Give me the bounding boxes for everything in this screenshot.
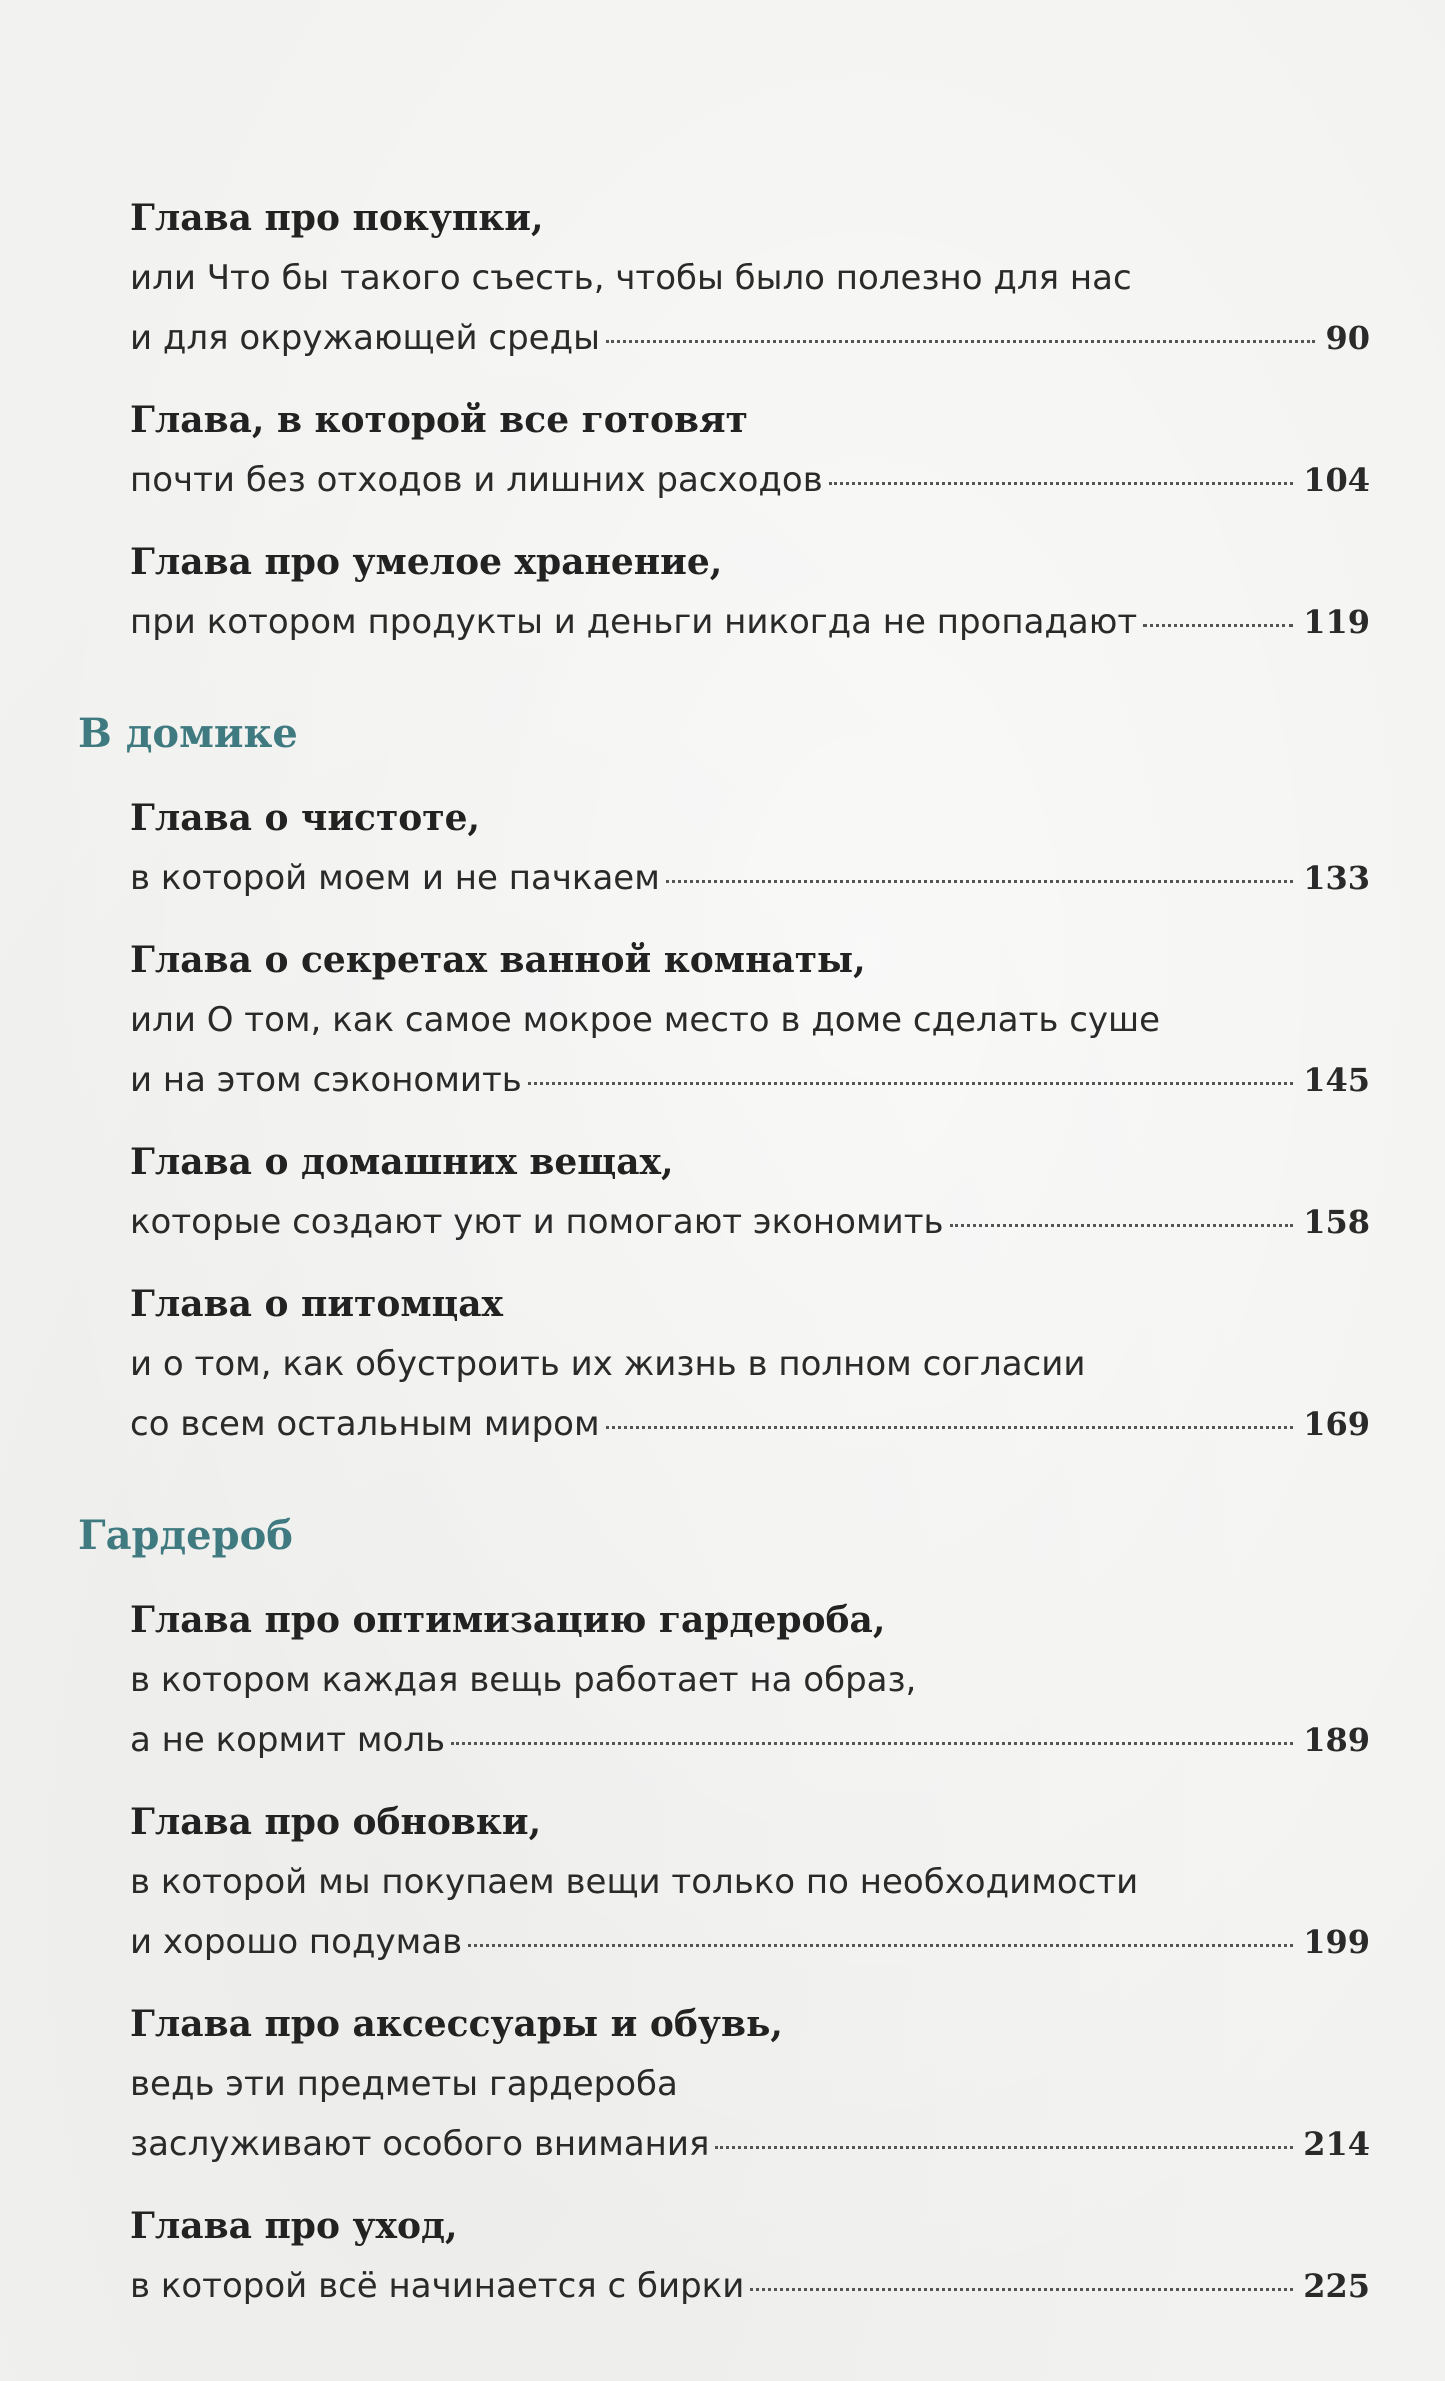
dot-leader [606, 1426, 1294, 1429]
chapter-last-line [130, 1394, 1370, 1454]
chapter-subtitle-line: в котором каждая вещь работает на образ, [130, 1660, 917, 1700]
toc-entry [130, 1132, 1370, 1252]
toc-entry [130, 1994, 1370, 2174]
toc-entry [130, 1792, 1370, 1972]
chapter-title: Глава о секретах ванной комнаты, [130, 939, 866, 981]
dot-leader [468, 1944, 1293, 1947]
chapter-last-line [130, 848, 1370, 908]
toc-entry [130, 2196, 1370, 2316]
chapter-subtitle-line: заслуживают особого внимания [130, 2124, 710, 2164]
chapter-subtitle-line: в которой всё начинается с бирки [130, 2266, 745, 2306]
chapter-subtitle-line: при котором продукты и деньги никогда не пропадают [130, 602, 1138, 642]
chapter-subtitle-line: ведь эти предметы гардероба [130, 2064, 678, 2104]
chapter-subtitle-line: почти без отходов и лишних расходов [130, 460, 823, 500]
dot-leader [750, 2288, 1293, 2291]
chapter-title: Глава про умелое хранение, [130, 541, 723, 583]
toc-group-3 [130, 1590, 1370, 2316]
dot-leader [451, 1742, 1293, 1745]
chapter-last-line [130, 1050, 1370, 1110]
section-heading: Гардероб [78, 1512, 293, 1559]
dot-leader [715, 2146, 1293, 2149]
chapter-subtitle-line: в которой мы покупаем вещи только по необходимости [130, 1862, 1139, 1902]
chapter-last-line [130, 450, 1370, 510]
chapter-last-line [130, 2114, 1370, 2174]
chapter-title: Глава про оптимизацию гардероба, [130, 1599, 886, 1641]
toc-group-2 [130, 788, 1370, 1454]
chapter-title: Глава про обновки, [130, 1801, 542, 1843]
chapter-subtitle-line: и для окружающей среды [130, 318, 600, 358]
chapter-subtitle-line: или Что бы такого съесть, чтобы было полезно для нас [130, 258, 1132, 298]
toc-entry [130, 1590, 1370, 1770]
chapter-title: Глава про уход, [130, 2205, 458, 2247]
chapter-last-line [130, 592, 1370, 652]
chapter-title: Глава про аксессуары и обувь, [130, 2003, 783, 2045]
chapter-subtitle-line: и о том, как обустроить их жизнь в полном согласии [130, 1344, 1086, 1384]
dot-leader [528, 1082, 1293, 1085]
chapter-title: Глава о домашних вещах, [130, 1141, 674, 1183]
page-number: 90 [1325, 319, 1370, 357]
chapter-subtitle-line: и хорошо подумав [130, 1922, 463, 1962]
chapter-title: Глава о чистоте, [130, 797, 481, 839]
page-number: 158 [1303, 1203, 1370, 1241]
chapter-subtitle-line: или О том, как самое мокрое место в доме сделать суше [130, 1000, 1161, 1040]
page-number: 133 [1303, 859, 1370, 897]
chapter-title: Глава, в которой все готовят [130, 399, 748, 441]
chapter-last-line [130, 1912, 1370, 1972]
chapter-last-line [130, 1710, 1370, 1770]
chapter-last-line [130, 308, 1370, 368]
chapter-subtitle-line: и на этом сэкономить [130, 1060, 522, 1100]
dot-leader [829, 482, 1293, 485]
toc-entry [130, 188, 1370, 368]
page-number: 169 [1303, 1405, 1370, 1443]
chapter-subtitle-line: со всем остальным миром [130, 1404, 600, 1444]
toc-entry [130, 390, 1370, 510]
toc-entry [130, 788, 1370, 908]
page-number: 214 [1303, 2125, 1370, 2163]
table-of-contents [78, 188, 1370, 2338]
toc-group-1 [130, 188, 1370, 652]
chapter-last-line [130, 2256, 1370, 2316]
toc-entry [130, 1274, 1370, 1454]
dot-leader [606, 340, 1316, 343]
chapter-subtitle-line: которые создают уют и помогают экономить [130, 1202, 944, 1242]
chapter-title: Глава о питомцах [130, 1283, 504, 1325]
page-number: 119 [1303, 603, 1370, 641]
dot-leader [950, 1224, 1294, 1227]
chapter-title: Глава про покупки, [130, 197, 544, 239]
page-number: 225 [1303, 2267, 1370, 2305]
page-number: 199 [1303, 1923, 1370, 1961]
page-number: 145 [1303, 1061, 1370, 1099]
chapter-subtitle-line: а не кормит моль [130, 1720, 446, 1760]
page-number: 104 [1303, 461, 1370, 499]
dot-leader [666, 880, 1293, 883]
toc-entry [130, 532, 1370, 652]
page-number: 189 [1303, 1721, 1370, 1759]
dot-leader [1143, 624, 1293, 627]
chapter-last-line [130, 1192, 1370, 1252]
section-heading: В домике [78, 710, 298, 757]
chapter-subtitle-line: в которой моем и не пачкаем [130, 858, 660, 898]
toc-entry [130, 930, 1370, 1110]
